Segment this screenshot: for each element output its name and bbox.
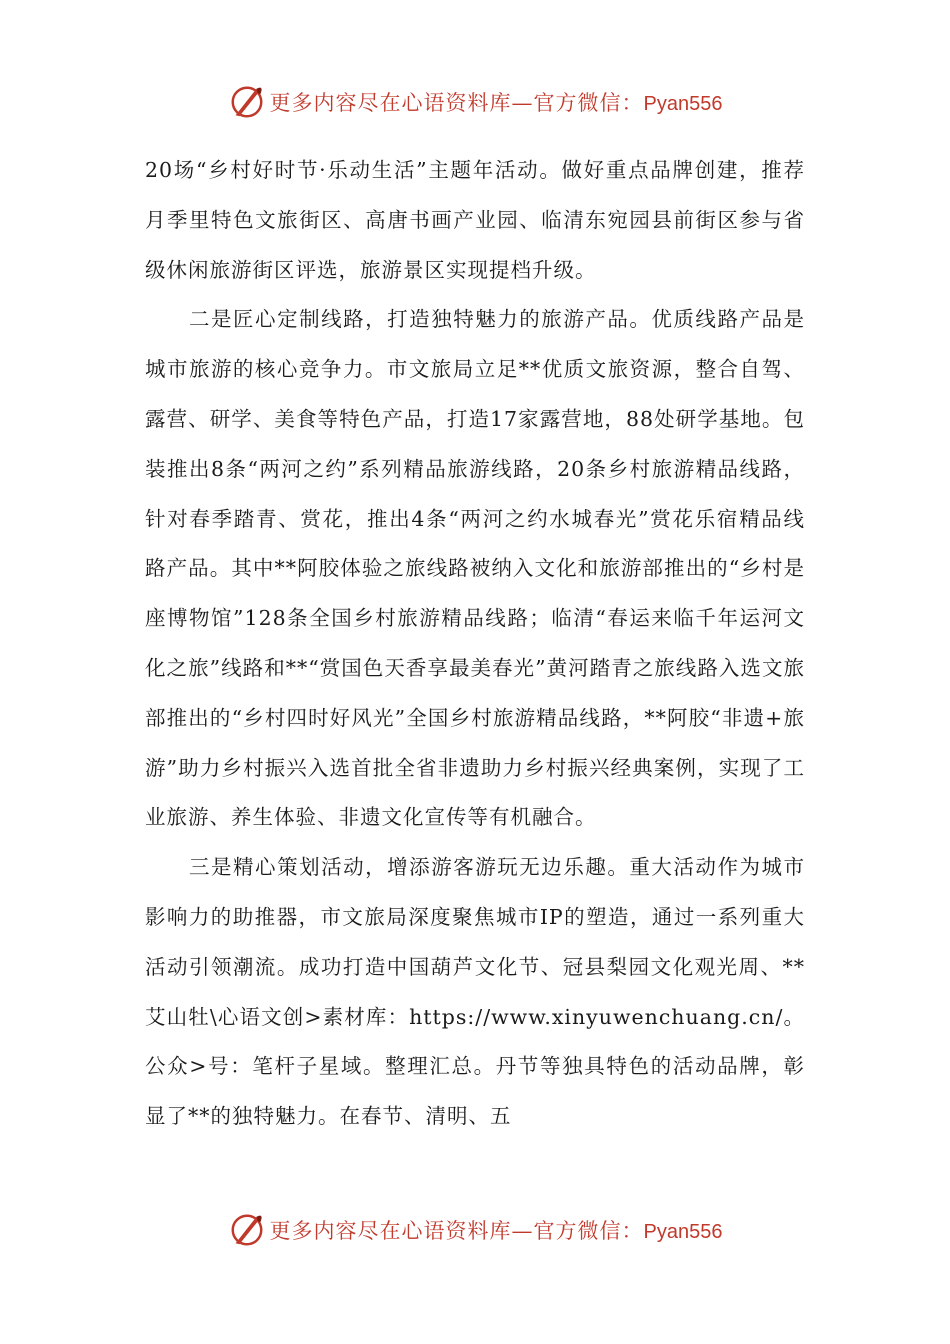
header-wechat-id: Pyan556: [643, 93, 723, 115]
header-banner: [0, 80, 950, 124]
paragraph-2: 二是匠心定制线路，打造独特魅力的旅游产品。优质线路产品是城市旅游的核心竞争力。市文旅局立足**优质文旅资源，整合自驾、露营、研学、美食等特色产品，打造17家露营地，88处研学基地。包装推出8条“两河之约”系列精品旅游线路，20条乡村旅游精品线路，针对春季踏青、赏花，推出4条“两河之约水城春光”赏花乐宿精品线路产品。其中**阿胶体验之旅线路被纳入文化和旅游部推出的“乡村是座博物馆”128条全国乡村旅游精品线路；临清“春运来临千年运河文化之旅”线路和**“赏国色天香享最美春光”黄河踏青之旅线路入选文旅部推出的“乡村四时好风光”全国乡村旅游精品线路，**阿胶“非遗+旅游”助力乡村振兴入选首批全省非遗助力乡村振兴经典案例，实现了工业旅游、养生体验、非遗文化宣传等有机融合。: [145, 307, 805, 830]
quill-pen-circle-icon: [228, 83, 266, 121]
header-title: 更多内容尽在心语资料库—官方微信：Pyan556: [269, 91, 723, 115]
footer-title: 更多内容尽在心语资料库—官方微信：Pyan556: [269, 1219, 723, 1243]
footer-wechat-id: Pyan556: [643, 1221, 723, 1243]
quill-pen-circle-icon: [228, 1211, 266, 1249]
paragraph-3: 三是精心策划活动，增添游客游玩无边乐趣。重大活动作为城市影响力的助推器，市文旅局深度聚焦城市IP的塑造，通过一系列重大活动引领潮流。成功打造中国葫芦文化节、冠县梨园文化观光周、**艾山牡\心语文创>素材库：https://www.xinyuwenchuang.cn/。公众>号：笔杆子星域。整理汇总。丹节等独具特色的活动品牌，彰显了**的独特魅力。在春节、清明、五: [145, 855, 805, 1129]
footer-banner: [0, 1208, 950, 1252]
document-body: [145, 146, 805, 1142]
paragraph-1: 20场“乡村好时节·乐动生活”主题年活动。做好重点品牌创建，推荐月季里特色文旅街区、高唐书画产业园、临清东宛园县前街区参与省级休闲旅游街区评选，旅游景区实现提档升级。: [145, 158, 805, 282]
